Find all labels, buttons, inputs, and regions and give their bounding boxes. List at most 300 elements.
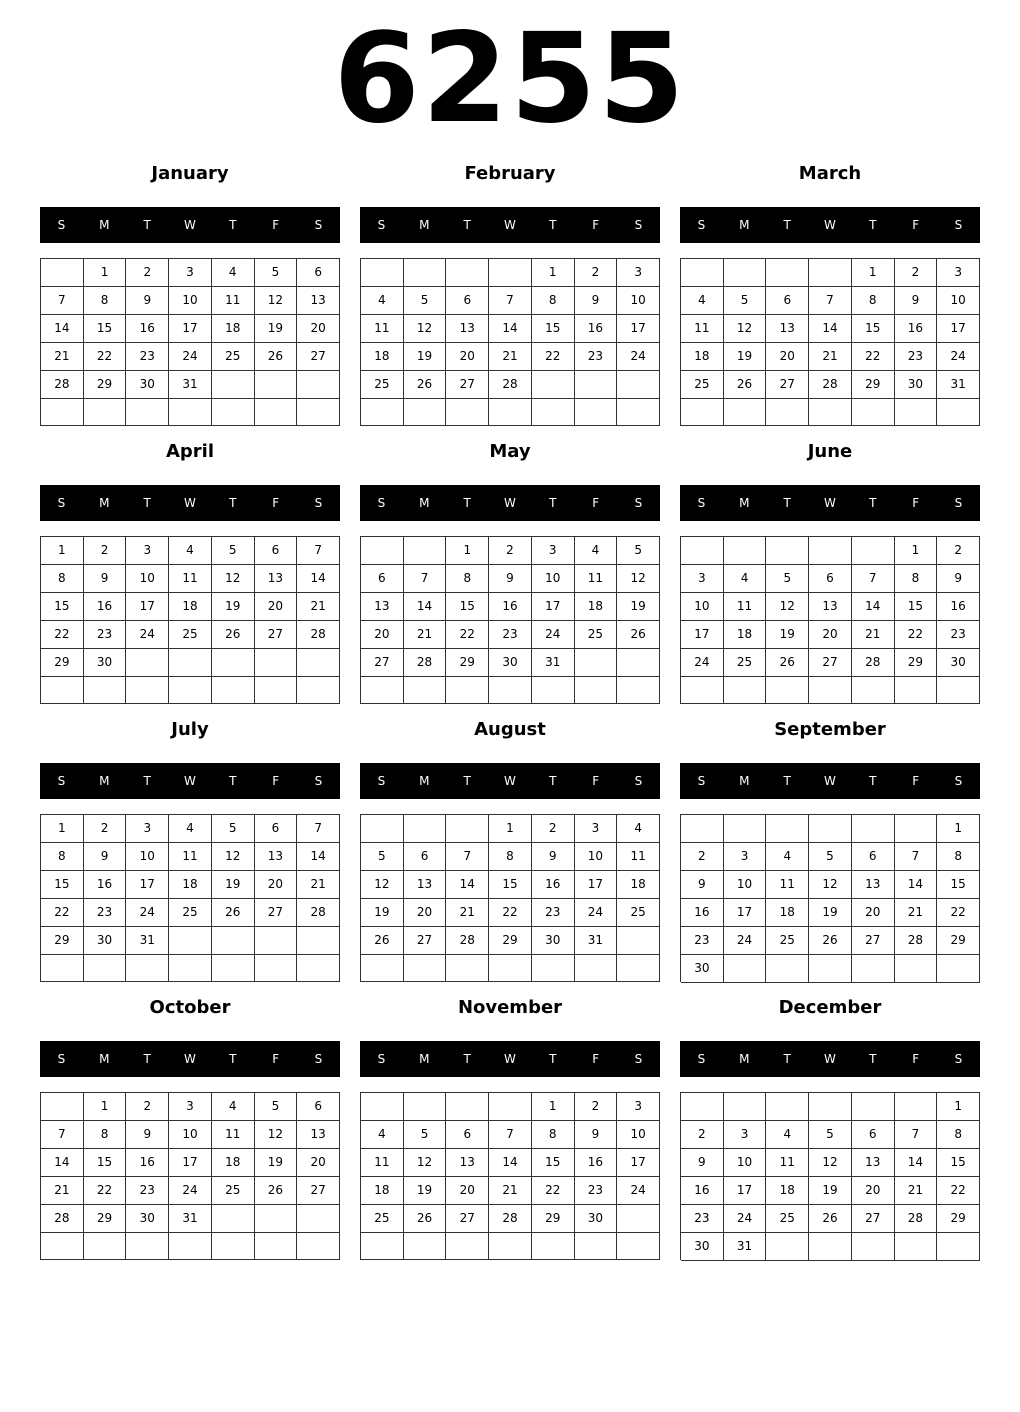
day-cell [446, 1233, 489, 1260]
day-cell: 9 [575, 1121, 618, 1149]
day-cell [766, 955, 809, 983]
day-cell: 31 [532, 649, 575, 677]
weekday-label: M [739, 218, 750, 232]
day-cell: 17 [532, 593, 575, 621]
year-title: 6255 [333, 7, 687, 151]
day-cell: 7 [446, 843, 489, 871]
day-cell: 3 [617, 259, 660, 287]
day-cell [617, 649, 660, 677]
day-cell: 19 [255, 1149, 298, 1177]
day-cell: 9 [681, 1149, 724, 1177]
day-cell: 16 [895, 315, 938, 343]
day-cell: 10 [724, 1149, 767, 1177]
day-cell [446, 259, 489, 287]
day-cell: 28 [446, 927, 489, 955]
day-cell: 13 [446, 315, 489, 343]
day-cell: 4 [575, 537, 618, 565]
day-cell [255, 399, 298, 426]
day-cell: 1 [532, 1093, 575, 1121]
day-cell [724, 537, 767, 565]
day-cell [724, 1093, 767, 1121]
day-cell: 25 [575, 621, 618, 649]
day-cell: 5 [255, 1093, 298, 1121]
day-cell: 22 [532, 343, 575, 371]
month-name: November [457, 997, 563, 1018]
weekday-label: W [504, 496, 516, 510]
day-cell: 18 [361, 1177, 404, 1205]
day-cell [297, 677, 340, 704]
day-cell [575, 399, 618, 426]
day-cell: 31 [126, 927, 169, 955]
day-cell: 11 [212, 287, 255, 315]
day-cell: 16 [937, 593, 980, 621]
day-cell [446, 399, 489, 426]
day-cell: 24 [937, 343, 980, 371]
weekday-label: T [549, 1052, 557, 1066]
day-cell: 18 [212, 1149, 255, 1177]
weekday-label: T [463, 1052, 471, 1066]
day-cell: 24 [617, 1177, 660, 1205]
day-cell: 2 [489, 537, 532, 565]
day-cell: 8 [937, 1121, 980, 1149]
day-grid [40, 536, 340, 704]
weekday-header [40, 485, 340, 521]
day-cell: 14 [41, 1149, 84, 1177]
day-cell [84, 677, 127, 704]
day-cell: 17 [681, 621, 724, 649]
day-cell [41, 1233, 84, 1260]
day-cell: 20 [852, 1177, 895, 1205]
day-cell: 26 [212, 621, 255, 649]
weekday-label: W [504, 774, 516, 788]
day-cell: 24 [681, 649, 724, 677]
day-cell [681, 1093, 724, 1121]
day-cell [724, 677, 767, 704]
day-cell: 7 [297, 815, 340, 843]
day-cell: 2 [575, 1093, 618, 1121]
day-cell: 29 [937, 1205, 980, 1233]
day-cell: 7 [404, 565, 447, 593]
day-cell: 18 [169, 871, 212, 899]
day-cell: 27 [766, 371, 809, 399]
day-cell: 17 [937, 315, 980, 343]
day-cell: 27 [852, 1205, 895, 1233]
day-cell: 1 [937, 1093, 980, 1121]
day-cell [895, 955, 938, 983]
day-cell: 4 [361, 1121, 404, 1149]
month-name: July [171, 719, 209, 740]
day-cell [41, 259, 84, 287]
weekday-label: S [697, 1052, 706, 1066]
day-cell [404, 399, 447, 426]
day-cell: 3 [126, 537, 169, 565]
weekday-label: T [143, 774, 151, 788]
day-cell [766, 1093, 809, 1121]
day-cell: 26 [766, 649, 809, 677]
weekday-label: W [184, 1052, 196, 1066]
weekday-label: W [184, 496, 196, 510]
day-cell [937, 1233, 980, 1261]
day-cell: 25 [212, 1177, 255, 1205]
day-cell: 1 [41, 537, 84, 565]
day-cell: 29 [84, 371, 127, 399]
day-cell: 13 [361, 593, 404, 621]
weekday-label: T [783, 774, 791, 788]
day-cell: 18 [617, 871, 660, 899]
day-cell: 1 [895, 537, 938, 565]
weekday-label: T [783, 218, 791, 232]
day-cell: 15 [84, 315, 127, 343]
day-cell: 21 [41, 1177, 84, 1205]
day-cell [126, 955, 169, 982]
day-cell [766, 1233, 809, 1261]
day-cell: 15 [489, 871, 532, 899]
day-cell: 23 [84, 899, 127, 927]
day-cell [212, 1233, 255, 1260]
day-cell: 27 [297, 343, 340, 371]
day-cell: 29 [41, 927, 84, 955]
weekday-label: F [912, 218, 920, 232]
day-cell: 15 [937, 1149, 980, 1177]
day-cell [169, 955, 212, 982]
day-cell: 3 [169, 1093, 212, 1121]
day-cell: 30 [937, 649, 980, 677]
day-cell [212, 1205, 255, 1233]
day-cell: 23 [895, 343, 938, 371]
day-cell: 16 [489, 593, 532, 621]
day-cell: 2 [84, 815, 127, 843]
day-cell: 2 [895, 259, 938, 287]
day-cell: 9 [489, 565, 532, 593]
day-cell: 1 [446, 537, 489, 565]
weekday-label: S [697, 218, 706, 232]
day-cell [809, 677, 852, 704]
day-cell [41, 955, 84, 982]
day-cell [255, 649, 298, 677]
weekday-label: T [463, 496, 471, 510]
day-cell: 27 [809, 649, 852, 677]
day-cell [895, 1093, 938, 1121]
day-cell: 25 [169, 621, 212, 649]
day-cell: 27 [255, 899, 298, 927]
day-cell [212, 371, 255, 399]
day-cell: 2 [681, 843, 724, 871]
weekday-label: F [272, 774, 280, 788]
day-cell: 6 [297, 1093, 340, 1121]
month-name: September [774, 719, 886, 740]
day-cell: 14 [297, 843, 340, 871]
weekday-header [360, 1041, 660, 1077]
month-name: May [489, 441, 531, 462]
day-cell: 10 [126, 843, 169, 871]
weekday-label: T [869, 496, 877, 510]
day-cell [724, 955, 767, 983]
weekday-label: W [504, 218, 516, 232]
day-cell: 23 [681, 927, 724, 955]
day-cell [297, 1205, 340, 1233]
day-cell [212, 955, 255, 982]
weekday-header [680, 207, 980, 243]
day-cell: 4 [617, 815, 660, 843]
day-cell: 18 [169, 593, 212, 621]
weekday-label: T [549, 218, 557, 232]
day-cell: 1 [41, 815, 84, 843]
month-name: August [474, 719, 546, 740]
day-cell [126, 1233, 169, 1260]
weekday-label: S [634, 1052, 643, 1066]
day-cell [255, 927, 298, 955]
day-cell [446, 815, 489, 843]
day-cell: 18 [724, 621, 767, 649]
day-cell: 29 [852, 371, 895, 399]
day-cell [297, 1233, 340, 1260]
day-cell: 22 [41, 899, 84, 927]
day-cell [255, 1205, 298, 1233]
day-cell [575, 955, 618, 982]
day-cell: 1 [84, 259, 127, 287]
weekday-label: F [272, 218, 280, 232]
day-cell: 10 [532, 565, 575, 593]
day-cell: 3 [532, 537, 575, 565]
day-cell: 14 [297, 565, 340, 593]
day-cell: 6 [446, 1121, 489, 1149]
day-cell: 14 [809, 315, 852, 343]
day-cell: 20 [404, 899, 447, 927]
weekday-label: W [184, 774, 196, 788]
day-cell: 5 [404, 1121, 447, 1149]
day-cell: 17 [724, 899, 767, 927]
day-cell: 21 [446, 899, 489, 927]
day-cell: 26 [404, 371, 447, 399]
day-cell: 31 [169, 371, 212, 399]
day-cell: 30 [895, 371, 938, 399]
day-cell: 19 [617, 593, 660, 621]
weekday-label: S [697, 496, 706, 510]
day-cell: 24 [532, 621, 575, 649]
month-name: June [807, 441, 853, 462]
day-cell: 26 [809, 1205, 852, 1233]
day-cell [404, 259, 447, 287]
day-cell [489, 677, 532, 704]
day-cell: 7 [41, 287, 84, 315]
day-cell: 7 [809, 287, 852, 315]
day-cell: 20 [809, 621, 852, 649]
day-cell [575, 649, 618, 677]
day-cell: 15 [41, 871, 84, 899]
day-cell: 23 [575, 343, 618, 371]
weekday-label: T [463, 218, 471, 232]
weekday-label: S [314, 1052, 323, 1066]
day-cell: 23 [681, 1205, 724, 1233]
weekday-header [360, 485, 660, 521]
weekday-label: S [314, 496, 323, 510]
day-cell [532, 1233, 575, 1260]
day-grid [680, 536, 980, 704]
day-cell [255, 677, 298, 704]
day-cell: 12 [361, 871, 404, 899]
weekday-label: W [824, 496, 836, 510]
day-cell [852, 399, 895, 426]
day-cell: 20 [766, 343, 809, 371]
day-cell: 7 [489, 1121, 532, 1149]
day-cell: 4 [212, 1093, 255, 1121]
day-cell: 1 [852, 259, 895, 287]
day-cell: 5 [766, 565, 809, 593]
day-cell: 6 [809, 565, 852, 593]
day-cell: 11 [724, 593, 767, 621]
day-cell: 25 [766, 927, 809, 955]
day-cell: 19 [404, 1177, 447, 1205]
day-grid [40, 1092, 340, 1260]
day-cell: 7 [489, 287, 532, 315]
day-cell: 15 [852, 315, 895, 343]
day-cell: 4 [169, 537, 212, 565]
weekday-label: T [869, 774, 877, 788]
day-cell: 23 [532, 899, 575, 927]
day-cell: 10 [681, 593, 724, 621]
day-cell [404, 1233, 447, 1260]
day-cell: 9 [126, 287, 169, 315]
day-cell: 30 [532, 927, 575, 955]
day-cell [681, 259, 724, 287]
day-cell: 31 [575, 927, 618, 955]
weekday-label: M [99, 496, 110, 510]
day-cell [84, 399, 127, 426]
day-cell: 23 [575, 1177, 618, 1205]
day-cell: 4 [361, 287, 404, 315]
day-grid [680, 1092, 980, 1260]
day-cell: 23 [84, 621, 127, 649]
day-cell: 13 [809, 593, 852, 621]
day-cell: 22 [532, 1177, 575, 1205]
day-cell: 22 [41, 621, 84, 649]
day-cell [255, 1233, 298, 1260]
day-cell: 14 [446, 871, 489, 899]
day-cell: 8 [937, 843, 980, 871]
weekday-label: M [739, 1052, 750, 1066]
day-cell [809, 815, 852, 843]
day-cell: 16 [575, 1149, 618, 1177]
weekday-label: T [549, 774, 557, 788]
weekday-label: F [272, 496, 280, 510]
day-cell: 3 [937, 259, 980, 287]
day-cell [126, 399, 169, 426]
day-cell: 10 [617, 287, 660, 315]
day-cell [852, 537, 895, 565]
day-cell: 3 [169, 259, 212, 287]
day-cell [809, 399, 852, 426]
day-cell [532, 955, 575, 982]
day-cell: 17 [169, 1149, 212, 1177]
day-cell: 20 [852, 899, 895, 927]
day-cell [532, 399, 575, 426]
day-cell: 22 [852, 343, 895, 371]
weekday-label: T [143, 496, 151, 510]
day-cell [212, 677, 255, 704]
weekday-label: F [592, 774, 600, 788]
day-cell: 30 [84, 927, 127, 955]
day-cell [809, 955, 852, 983]
day-cell: 21 [489, 343, 532, 371]
weekday-label: W [824, 218, 836, 232]
month-name: October [149, 997, 231, 1018]
day-cell: 2 [532, 815, 575, 843]
day-cell: 10 [169, 287, 212, 315]
day-cell: 7 [895, 843, 938, 871]
day-cell: 26 [255, 1177, 298, 1205]
day-cell: 5 [724, 287, 767, 315]
day-cell: 12 [255, 287, 298, 315]
day-cell: 20 [446, 1177, 489, 1205]
day-cell [41, 1093, 84, 1121]
month-name: January [151, 163, 229, 184]
day-cell: 4 [169, 815, 212, 843]
day-cell [937, 955, 980, 983]
day-cell: 5 [809, 1121, 852, 1149]
day-cell [617, 1233, 660, 1260]
day-cell [489, 399, 532, 426]
weekday-label: M [99, 1052, 110, 1066]
weekday-label: W [824, 1052, 836, 1066]
day-cell: 5 [361, 843, 404, 871]
day-cell: 18 [766, 1177, 809, 1205]
day-cell: 8 [41, 843, 84, 871]
day-cell [84, 955, 127, 982]
day-cell [297, 371, 340, 399]
day-cell: 11 [766, 871, 809, 899]
day-cell: 23 [126, 343, 169, 371]
day-cell [84, 1233, 127, 1260]
day-cell: 27 [297, 1177, 340, 1205]
day-cell [617, 1205, 660, 1233]
day-cell: 2 [84, 537, 127, 565]
day-cell: 26 [361, 927, 404, 955]
day-cell: 6 [852, 1121, 895, 1149]
weekday-label: F [912, 774, 920, 788]
day-cell: 7 [852, 565, 895, 593]
weekday-header [680, 1041, 980, 1077]
day-grid [360, 1092, 660, 1260]
day-cell [724, 259, 767, 287]
day-cell: 31 [724, 1233, 767, 1261]
day-cell: 30 [126, 1205, 169, 1233]
day-cell: 31 [169, 1205, 212, 1233]
day-cell: 17 [169, 315, 212, 343]
weekday-header [40, 207, 340, 243]
day-cell: 17 [617, 315, 660, 343]
weekday-label: S [954, 1052, 963, 1066]
weekday-label: S [377, 1052, 386, 1066]
day-cell: 18 [212, 315, 255, 343]
day-cell: 12 [404, 1149, 447, 1177]
day-grid [40, 258, 340, 426]
day-cell: 9 [937, 565, 980, 593]
day-cell [126, 677, 169, 704]
day-cell: 21 [404, 621, 447, 649]
day-cell: 16 [681, 899, 724, 927]
day-cell: 22 [84, 343, 127, 371]
day-cell: 28 [297, 899, 340, 927]
weekday-label: F [592, 1052, 600, 1066]
day-cell: 21 [895, 1177, 938, 1205]
day-grid [360, 536, 660, 704]
day-cell: 8 [84, 1121, 127, 1149]
weekday-label: F [592, 218, 600, 232]
day-cell: 12 [809, 1149, 852, 1177]
day-cell: 26 [724, 371, 767, 399]
month-name: March [798, 163, 862, 184]
day-cell: 16 [681, 1177, 724, 1205]
